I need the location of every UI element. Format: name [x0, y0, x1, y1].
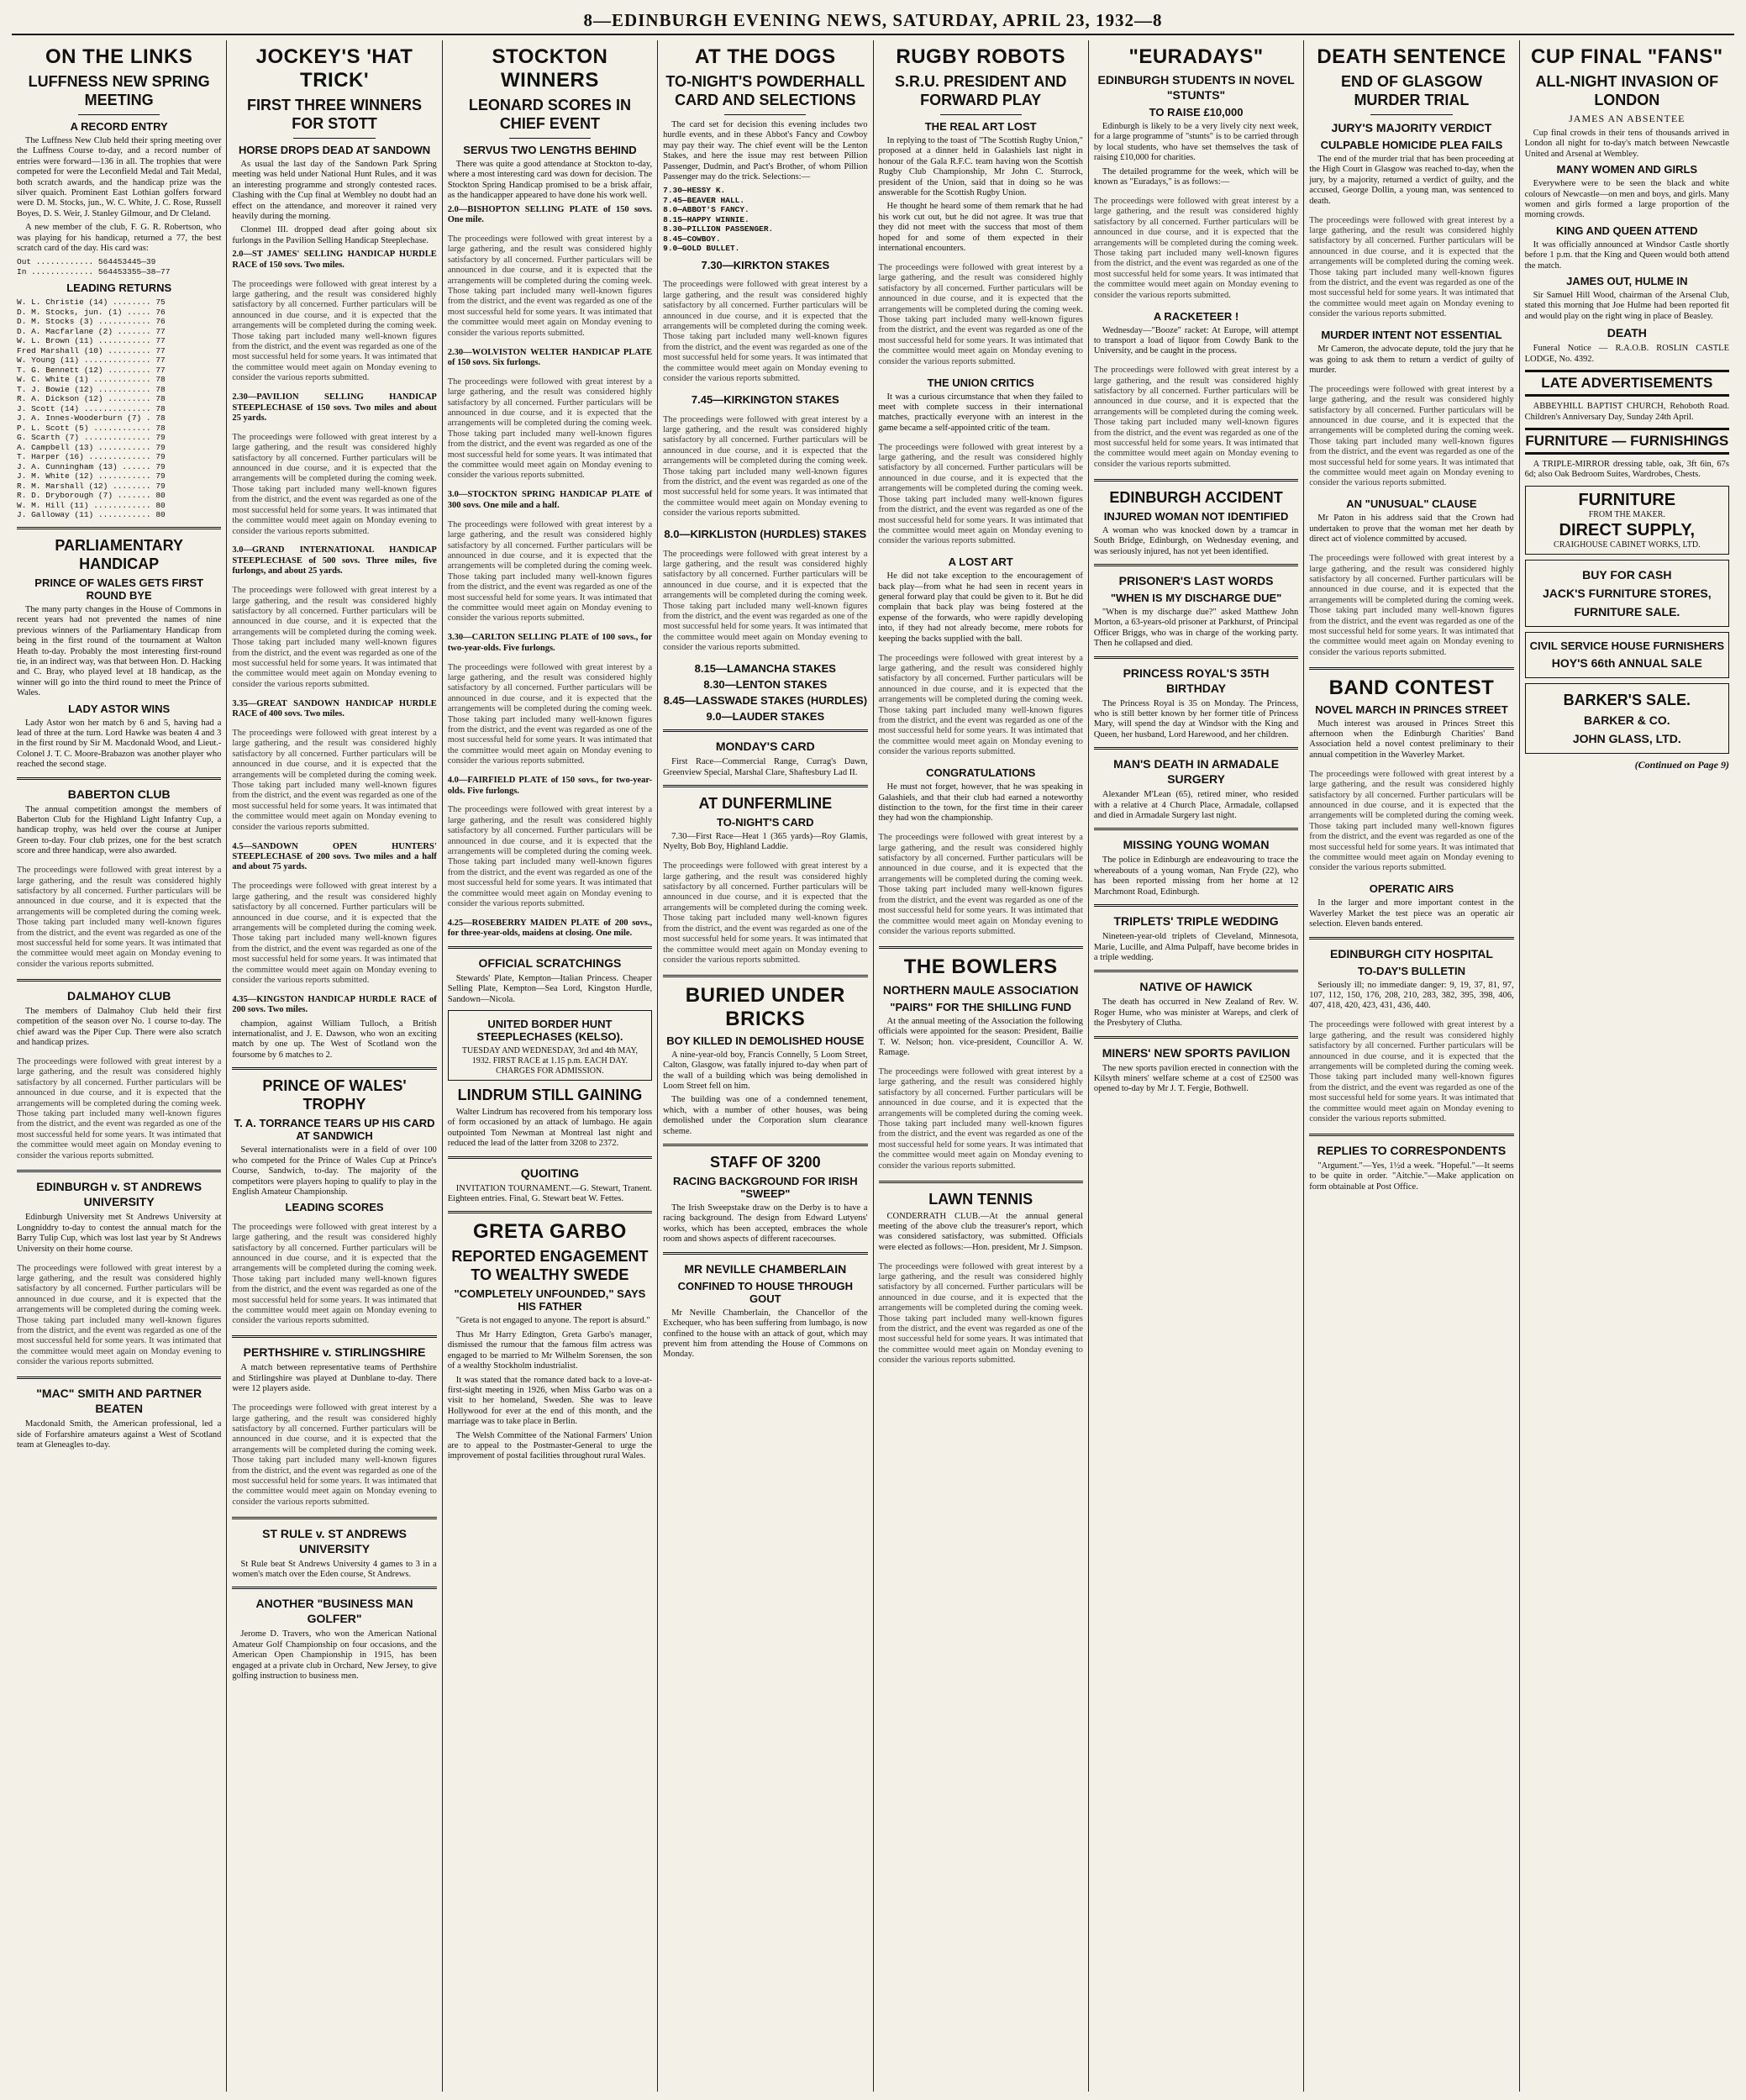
- divider: [448, 946, 652, 949]
- article-text: The proceedings were followed with great interest by a large gathering, and the result was considered highly satisfactory by all concerned. Further particulars will be announced in due course, and it is expected that the arrangements will be completed during the coming week. Those taking part included many well-known figures from the district, and the event was regarded as one of the most successful held for some years. It was intimated that the committee would meet again on Monday evening to consider the various reports submitted.: [1093, 366, 1299, 469]
- article-text: He did not take exception to the encouragement of back play—from what he had seen in recent years in general forward play that could be given to it. But he did complain that back play was being fostered at the expense of the forwards, who were rapidly developing into, if they had not already become, mere robots for keeping the backs supplied with the ball.: [878, 571, 1083, 644]
- article-text: A new member of the club, F. G. R. Robertson, who was playing for his handicap, returned a 77, the best scratch card of the day. His card was:: [17, 223, 222, 254]
- headline: ANOTHER "BUSINESS MAN GOLFER": [255, 1597, 413, 1626]
- divider: [448, 1156, 652, 1159]
- article-text: Seriously ill; no immediate danger: 9, 19, 37, 81, 97, 107, 112, 150, 176, 208, 210, 283, 382, 395, 398, 406, 407, 418, 420, 423, 431, 436, 440.: [1309, 980, 1514, 1011]
- subheadline: NORTHERN MAULE ASSOCIATION: [882, 982, 1079, 997]
- article-text: Sir Samuel Hill Wood, chairman of the Arsenal Club, stated this morning that Joe Hulme had been reported fit and would play on the right wing in place of Beasley.: [1524, 291, 1729, 321]
- divider: [1094, 904, 1298, 907]
- article-text: The proceedings were followed with great interest by a large gathering, and the result was considered highly satisfactory by all concerned. Further particulars will be announced in due course, and it is expected that the arrangements will be completed during the coming week. Those taking part included many well-known figures from the district, and the event was regarded as one of the most successful held for some years. It was intimated that the committee would meet again on Monday evening to consider the various reports submitted.: [878, 653, 1083, 757]
- section-heading: HORSE DROPS DEAD AT SANDOWN: [238, 144, 431, 156]
- section-heading: CONGRATULATIONS: [926, 766, 1036, 780]
- article-text: "When is my discharge due?" asked Matthew John Morton, a 63-years-old prisoner at Parkhurst, of Principal Officer Briggs, who was in charge of the working party. Then he collapsed and died.: [1093, 608, 1299, 649]
- subheadline: TO-NIGHT'S CARD: [717, 815, 814, 829]
- headline: NATIVE OF HAWICK: [1139, 980, 1253, 994]
- subheadline: INJURED WOMAN NOT IDENTIFIED: [1103, 509, 1289, 523]
- article-text: 7.30—First Race—Heat 1 (365 yards)—Roy Glamis, Nyelty, Bob Boy, Highland Laddie.: [663, 831, 868, 852]
- divider: [1094, 970, 1298, 972]
- article-text: INVITATION TOURNAMENT.—G. Stewart, Tranent. Eighteen entries. Final, G. Stewart beat W. Fettes.: [447, 1183, 653, 1204]
- race-heading: 8.45—LASSWADE STAKES (HURDLES): [663, 694, 868, 708]
- article-text: The proceedings were followed with great interest by a large gathering, and the result was considered highly satisfactory by all concerned. Further particulars will be announced in due course, and it is expected that the arrangements will be completed during the coming week. Those taking part included many well-known figures from the district, and the event was regarded as one of the most successful held for some years. It was intimated that the committee would meet again on Monday evening to consider the various reports submitted.: [1309, 215, 1514, 319]
- article-text: In the larger and more important contest in the Waverley Market the test piece was an operatic air selection. Eleven bands entered.: [1309, 898, 1514, 929]
- article-text: A woman who was knocked down by a tramcar in South Bridge, Edinburgh, on Wednesday evening, and was seriously injured, has not yet been identified.: [1093, 525, 1299, 556]
- article-text: A match between representative teams of Perthshire and Stirlingshire was played at Dunblane to-day. There were 12 players aside.: [232, 1363, 437, 1394]
- headline: STOCKTON WINNERS: [492, 45, 608, 92]
- subheadline: RACING BACKGROUND FOR IRISH "SWEEP": [673, 1175, 858, 1201]
- article-text: champion, against William Tulloch, a British internationalist, and J. E. Dawson, who won an exciting match by one up. The West of Scotland won the foursome by 6 matches to 2.: [232, 1018, 437, 1060]
- headline: GRETA GARBO: [473, 1220, 627, 1244]
- headline: OFFICIAL SCRATCHINGS: [478, 955, 622, 970]
- divider: [940, 114, 1022, 115]
- headline: DEATH SENTENCE: [1317, 45, 1507, 68]
- divider: [232, 1067, 436, 1070]
- article-text: The proceedings were followed with great interest by a large gathering, and the result was considered highly satisfactory by all concerned. Further particulars will be announced in due course, and it is expected that the arrangements will be completed during the coming week. Those taking part included many well-known figures from the district, and the event was regarded as one of the most successful held for some years. It was intimated that the committee would meet again on Monday evening to consider the various reports submitted.: [878, 833, 1083, 936]
- headline: "MAC" SMITH AND PARTNER BEATEN: [36, 1387, 202, 1416]
- subheadline: PRINCE OF WALES GETS FIRST ROUND BYE: [34, 576, 204, 602]
- column-6: [1089, 40, 1304, 2092]
- divider: [1094, 1036, 1298, 1039]
- article-text: A nine-year-old boy, Francis Connelly, 5 Loom Street, Calton, Glasgow, was fatally injured to-day when part of the wall of a building which was being demolished in Loom Street fell on him.: [663, 1050, 868, 1092]
- ad-text: CRAIGHOUSE CABINET WORKS, LTD.: [1554, 539, 1701, 550]
- article-text: The Princess Royal is 35 on Monday. The Princess, who is still better known by her former title of Princess Mary, will spend the day at Windsor with the King and Queen, her husband, Lord Harewood, and her children.: [1093, 698, 1299, 739]
- article-text: Edinburgh University met St Andrews University at Longniddry to-day to contest the annual match for the Barry Tulip Cup, which was lost last year by St Andrews University on their home course.: [17, 1213, 222, 1254]
- divider: [17, 1170, 221, 1172]
- subheadline: EDINBURGH STUDENTS IN NOVEL "STUNTS": [1097, 73, 1295, 102]
- article-text: The Irish Sweepstake draw on the Derby is to have a racing background. The design from Edward Lutyens' works, which has been accepted, embraces the whole room and shows aspects of different racecourses.: [663, 1203, 868, 1245]
- divider: [724, 114, 806, 115]
- column-3: [443, 40, 658, 2092]
- article-text: The proceedings were followed with great interest by a large gathering, and the result was considered highly satisfactory by all concerned. Further particulars will be announced in due course, and it is expected that the arrangements will be completed during the coming week. Those taking part included many well-known figures from the district, and the event was regarded as one of the most successful held for some years. It was intimated that the committee would meet again on Monday evening to consider the various reports submitted.: [447, 234, 653, 338]
- article-text: The proceedings were followed with great interest by a large gathering, and the result was considered highly satisfactory by all concerned. Further particulars will be announced in due course, and it is expected that the arrangements will be completed during the coming week. Those taking part included many well-known figures from the district, and the event was regarded as one of the most successful held for some years. It was intimated that the committee would meet again on Monday evening to consider the various reports submitted.: [232, 586, 437, 689]
- ad-heading: UNITED BORDER HUNT STEEPLECHASES (KELSO).: [476, 1018, 623, 1044]
- section-heading: LEADING RETURNS: [66, 282, 172, 295]
- divider: [663, 1252, 867, 1255]
- subheadline: CONFINED TO HOUSE THROUGH GOUT: [677, 1279, 854, 1305]
- ad-text: TUESDAY AND WEDNESDAY, 3rd and 4th MAY, 1932. FIRST RACE at 1.15 p.m. EACH DAY. CHARGES FOR ADMISSION.: [461, 1046, 638, 1076]
- section-heading: JAMES OUT, HULME IN: [1566, 275, 1688, 288]
- article-text: In replying to the toast of "The Scottish Rugby Union," proposed at a dinner held in Galashiels last night in honour of the Gala R.F.C. team having won the Scottish Rugby Club Championship, Mr John C. Sturrock, president of the Union, said that in doing so he was answerable for the Scottish Rugby Union.: [878, 136, 1083, 198]
- divider: [663, 1144, 867, 1146]
- race-heading: 8.15—LAMANCHA STAKES: [694, 662, 836, 676]
- article-text: Cup final crowds in their tens of thousands arrived in London all night for to-day's match between Newcastle United and Arsenal at Wembley.: [1524, 129, 1729, 159]
- article-text: The proceedings were followed with great interest by a large gathering, and the result was considered highly satisfactory by all concerned. Further particulars will be announced in due course, and it is expected that the arrangements will be completed during the coming week. Those taking part included many well-known figures from the district, and the event was regarded as one of the most successful held for some years. It was intimated that the committee would meet again on Monday evening to consider the various reports submitted.: [232, 279, 437, 383]
- article-text: Macdonald Smith, the American professional, led a side of Forfarshire amateurs against a West of Scotland team at Gleneagles to-day.: [17, 1419, 222, 1450]
- divider: [879, 1181, 1083, 1183]
- subheadline: ALL-NIGHT INVASION OF LONDON: [1535, 73, 1719, 108]
- article-text: Mr Cameron, the advocate depute, told the jury that he was going to ask them to return a verdict of guilty of murder.: [1309, 345, 1514, 375]
- advertisement-text: A TRIPLE-MIRROR dressing table, oak, 3ft 6in, 67s 6d; also Oak Bedroom Suites, Wardrobes, Chests.: [1524, 459, 1729, 480]
- headline: CUP FINAL "FANS": [1531, 45, 1723, 68]
- advertisement-box: [1525, 486, 1729, 555]
- article-text: Walter Lindrum has recovered from his temporary loss of form occasioned by an attack of lumbago. He again outpointed Tom Newman at Montreal last night and reduced the lead of the latter from 3208 to 2372.: [447, 1108, 653, 1149]
- article-text: "Greta is not engaged to anyone. The report is absurd.": [455, 1316, 650, 1326]
- article-text: Lady Astor won her match by 6 and 5, having had a lead of three at the turn. Lord Hawke was beaten 4 and 3 in the first round by Sir M. Macdonald Wood, and Lieut.-Colonel J. T. C. Moore-Brabazon was another player who reached the second stage.: [17, 718, 222, 770]
- score-card: Out ............ 564453445—39 In ............. 564453355—38—77: [17, 257, 171, 276]
- article-text: The proceedings were followed with great interest by a large gathering, and the result was considered highly satisfactory by all concerned. Further particulars will be announced in due course, and it is expected that the arrangements will be completed during the coming week. Those taking part included many well-known figures from the district, and the event was regarded as one of the most successful held for some years. It was intimated that the committee would meet again on Monday evening to consider the various reports submitted.: [878, 1066, 1083, 1171]
- article-text: The proceedings were followed with great interest by a large gathering, and the result was considered highly satisfactory by all concerned. Further particulars will be announced in due course, and it is expected that the arrangements will be completed during the coming week. Those taking part included many well-known figures from the district, and the event was regarded as one of the most successful held for some years. It was intimated that the committee would meet again on Monday evening to consider the various reports submitted.: [232, 882, 437, 985]
- article-text: The detailed programme for the week, which will be known as "Euradays," is as follows:—: [1093, 166, 1299, 187]
- headline: MISSING YOUNG WOMAN: [1123, 838, 1270, 852]
- headline: EDINBURGH v. ST ANDREWS UNIVERSITY: [36, 1180, 202, 1209]
- death-heading: DEATH: [1607, 326, 1647, 340]
- subheadline: JURY'S MAJORITY VERDICT: [1331, 121, 1492, 134]
- article-text: At the annual meeting of the Association the following officials were appointed for the season: President, Bailie T. W. Nelson; hon. vice-president, Councillor A. W. Ramage.: [878, 1016, 1083, 1058]
- selections-list: 7.30—HESSY K. 7.45—BEAVER HALL. 8.0—ABBOT'S FANCY. 8.15—HAPPY WINNIE. 8.30—PILLION PASSENGER. 8.45—COWBOY. 9.0—GOLD BULLET.: [663, 186, 774, 254]
- article-text: The Luffness New Club held their spring meeting over the Luffness Course to-day, and a record number of entries were forward—136 in all. The trophies that were competed for were the Leconfield Medal and Tait Medal, both scratch awards, and the handicap prize was the silver quaich. Prominent East Lothian golfers forward were D. M. Stocks, jun., W. C. White, J. C. Rose, Russell Boyes, D. S. Weir, J. Stanley Gilmour, and Dr Cleland.: [17, 136, 222, 218]
- headline: TRIPLETS' TRIPLE WEDDING: [1113, 914, 1279, 929]
- article-text: St Rule beat St Andrews University 4 games to 3 in a women's match over the Eden course, St Andrews.: [232, 1559, 437, 1580]
- race-result: 3.35—GREAT SANDOWN HANDICAP HURDLE RACE of 400 sovs. Two miles.: [232, 698, 437, 719]
- article-text: The proceedings were followed with great interest by a large gathering, and the result was considered highly satisfactory by all concerned. Further particulars will be announced in due course, and it is expected that the arrangements will be completed during the coming week. Those taking part included many well-known figures from the district, and the event was regarded as one of the most successful held for some years. It was intimated that the committee would meet again on Monday evening to consider the various reports submitted.: [447, 519, 653, 624]
- headline: PERTHSHIRE v. STIRLINGSHIRE: [243, 1345, 426, 1360]
- columns: [12, 40, 1734, 2092]
- divider: [509, 138, 591, 139]
- article-text: The proceedings were followed with great interest by a large gathering, and the result was considered highly satisfactory by all concerned. Further particulars will be announced in due course, and it is expected that the arrangements will be completed during the coming week. Those taking part included many well-known figures from the district, and the event was regarded as one of the most successful held for some years. It was intimated that the committee would meet again on Monday evening to consider the various reports submitted.: [447, 805, 653, 909]
- article-text: Much interest was aroused in Princes Street this afternoon when the Edinburgh Charities' Band Association held a novel contest preliminary to their annual competition in the Waverley Market.: [1309, 718, 1514, 760]
- article-text: The proceedings were followed with great interest by a large gathering, and the result was considered highly satisfactory by all concerned. Further particulars will be announced in due course, and it is expected that the arrangements will be completed during the coming week. Those taking part included many well-known figures from the district, and the event was regarded as one of the most successful held for some years. It was intimated that the committee would meet again on Monday evening to consider the various reports submitted.: [1309, 769, 1514, 873]
- headline: BURIED UNDER BRICKS: [685, 983, 845, 1030]
- divider: [663, 729, 867, 732]
- article-text: The new sports pavilion erected in connection with the Kilsyth miners' welfare scheme at a cost of £2500 was opened to-day by Mr J. T. Fergie, Bothwell.: [1093, 1063, 1299, 1094]
- article-text: As usual the last day of the Sandown Park Spring meeting was held under National Hunt Rules, and it was an interesting programme and strongly contested races. Clashing with the Cup final at Wembley no doubt had an effect on the attendance, and moreover it rained very heavily during the morning.: [232, 160, 437, 222]
- headline: MAN'S DEATH IN ARMADALE SURGERY: [1113, 757, 1280, 787]
- article-text: The proceedings were followed with great interest by a large gathering, and the result was considered highly satisfactory by all concerned. Further particulars will be announced in due course, and it is expected that the arrangements will be completed during the coming week. Those taking part included many well-known figures from the district, and the event was regarded as one of the most successful held for some years. It was intimated that the committee would meet again on Monday evening to consider the various reports submitted.: [447, 662, 653, 766]
- divider: [1094, 747, 1298, 750]
- ad-title: FURNITURE SALE.: [1574, 604, 1680, 618]
- article-text: The annual competition amongst the members of Baberton Club for the Highland Light Infantry Cup, a handicap trophy, was held over the course at Juniper Green to-day. Four club prizes, one for the best scratch score and three handicap, were also awarded.: [17, 804, 222, 856]
- article-text: Nineteen-year-old triplets of Cleveland, Minnesota, Marie, Lucille, and Alma Pulpaff, have become brides in a triple wedding.: [1093, 932, 1299, 962]
- article-text: The proceedings were followed with great interest by a large gathering, and the result was considered highly satisfactory by all concerned. Further particulars will be announced in due course, and it is expected that the arrangements will be completed during the coming week. Those taking part included many well-known figures from the district, and the event was regarded as one of the most successful held for some years. It was intimated that the committee would meet again on Monday evening to consider the various reports submitted.: [17, 1056, 222, 1161]
- divider: [1094, 828, 1298, 830]
- subheadline: CULPABLE HOMICIDE PLEA FAILS: [1320, 139, 1503, 151]
- advertisement-box: [1525, 632, 1729, 678]
- article-text: The proceedings were followed with great interest by a large gathering, and the result was considered highly satisfactory by all concerned. Further particulars will be announced in due course, and it is expected that the arrangements will be completed during the coming week. Those taking part included many well-known figures from the district, and the event was regarded as one of the most successful held for some years. It was intimated that the committee would meet again on Monday evening to consider the various reports submitted.: [17, 866, 222, 969]
- article-text: The many party changes in the House of Commons in recent years had not prevented the names of nine previous winners of the Parliamentary Handicap from being in the first round of the tournament at Walton Heath to-day. Probably the most interesting first-round tie, in an indirect way, was that between Hon. D. Hacking and C. Bray, who played level at 18 handicap, as the winner will go into the third round to meet the Prince of Wales.: [17, 604, 222, 698]
- article-text: The proceedings were followed with great interest by a large gathering, and the result was considered highly satisfactory by all concerned. Further particulars will be announced in due course, and it is expected that the arrangements will be completed during the coming week. Those taking part included many well-known figures from the district, and the event was regarded as one of the most successful held for some years. It was intimated that the committee would meet again on Monday evening to consider the various reports submitted.: [878, 442, 1083, 546]
- masthead: 8—EDINBURGH EVENING NEWS, SATURDAY, APRIL 23, 1932—8: [12, 8, 1734, 35]
- section-heading: LEADING SCORES: [285, 1201, 384, 1214]
- section-heading: THE REAL ART LOST: [924, 120, 1037, 133]
- article-text: Stewards' Plate, Kempton—Italian Princess. Cheaper Selling Plate, Kempton—Sea Lord, Kingston Hurdle, Sandown—Nicola.: [447, 973, 653, 1004]
- ad-title: BUY FOR CASH: [1582, 567, 1672, 582]
- article-text: It was stated that the romance dated back to a love-at-first-sight meeting in 1926, when Miss Garbo was on a visit to her homeland, Sweden. She was to leave Hollywood for ever at the end of this month, and the marriage was to take place in Berlin.: [447, 1375, 653, 1427]
- article-text: CONDERRATH CLUB.—At the annual general meeting of the above club the treasurer's report, which was considered satisfactory, was submitted. Officials were elected as follows:—Hon. president, Mr J. Simpson.: [878, 1211, 1083, 1252]
- divider: [1309, 1134, 1513, 1136]
- headline: "EURADAYS": [1128, 45, 1264, 68]
- article-text: It was officially announced at Windsor Castle shortly before 1 p.m. that the King and Queen would both attend the match.: [1524, 239, 1729, 271]
- advertisement-box: [448, 1010, 652, 1081]
- article-text: The proceedings were followed with great interest by a large gathering, and the result was considered highly satisfactory by all concerned. Further particulars will be announced in due course, and it is expected that the arrangements will be completed during the coming week. Those taking part included many well-known figures from the district, and the event was regarded as one of the most successful held for some years. It was intimated that the committee would meet again on Monday evening to consider the various reports submitted.: [232, 1222, 437, 1326]
- article-text: First Race—Commercial Range, Currag's Dawn, Greenview Special, Marshal Clare, Shaftesbury Lad II.: [663, 757, 868, 777]
- article-text: Several internationalists were in a field of over 100 who competed for the Prince of Wales Cup at Prince's Course, Sandwich, to-day. The majority of the competitors were players hoping to qualify to play in the English Amateur Championship.: [232, 1145, 437, 1197]
- divider: [1094, 564, 1298, 566]
- article-text: He must not forget, however, that he was speaking in Galashiels, and that their club had earned a noteworthy distinction to the town, for the first time in their career they had won the championship.: [878, 782, 1083, 824]
- ad-title: HOY'S 66th ANNUAL SALE: [1551, 655, 1702, 670]
- headline: DALMAHOY CLUB: [66, 988, 171, 1003]
- ad-text: FROM THE MAKER.: [1588, 509, 1665, 519]
- headline: ST RULE v. ST ANDREWS UNIVERSITY: [262, 1526, 408, 1555]
- divider: [17, 527, 221, 529]
- subheadline: TO-NIGHT'S POWDERHALL CARD AND SELECTIONS: [665, 73, 865, 108]
- column-2: [227, 40, 442, 2092]
- headline: JOCKEY'S 'HAT TRICK': [255, 45, 413, 92]
- subheadline: REPORTED ENGAGEMENT TO WEALTHY SWEDE: [451, 1248, 649, 1284]
- advertisement-box: [1525, 560, 1729, 627]
- headline: AT THE DOGS: [694, 45, 836, 68]
- late-advertisements-heading: LATE ADVERTISEMENTS: [1525, 370, 1729, 397]
- race-heading: 8.30—LENTON STAKES: [703, 678, 828, 692]
- race-result: 2.30—PAVILION SELLING HANDICAP STEEPLECHASE of 150 sovs. Two miles and about 25 yards.: [232, 392, 437, 423]
- race-result: 3.0—STOCKTON SPRING HANDICAP PLATE of 300 sovs. One mile and a half.: [447, 490, 653, 510]
- article-text: The proceedings were followed with great interest by a large gathering, and the result was considered highly satisfactory by all concerned. Further particulars will be announced in due course, and it is expected that the arrangements will be completed during the coming week. Those taking part included many well-known figures from the district, and the event was regarded as one of the most successful held for some years. It was intimated that the committee would meet again on Monday evening to consider the various reports submitted.: [878, 1261, 1083, 1366]
- divider: [1094, 656, 1298, 659]
- article-text: The proceedings were followed with great interest by a large gathering, and the result was considered highly satisfactory by all concerned. Further particulars will be announced in due course, and it is expected that the arrangements will be completed during the coming week. Those taking part included many well-known figures from the district, and the event was regarded as one of the most successful held for some years. It was intimated that the committee would meet again on Monday evening to consider the various reports submitted.: [663, 861, 868, 965]
- headline: PRISONER'S LAST WORDS: [1118, 574, 1274, 587]
- article-text: It was a curious circumstance that when they failed to meet with complete success in their international matches, practically everyone with an interest in the game became a self-appointed critic of the team.: [878, 392, 1083, 433]
- article-text: Alexander M'Lean (65), retired miner, who resided with a relative at 4 Church Place, Armadale, collapsed and died in Armadale Surgery last night.: [1093, 790, 1299, 821]
- headline: STAFF OF 3200: [709, 1154, 821, 1171]
- subheadline: "COMPLETELY UNFOUNDED," SAYS HIS FATHER: [454, 1287, 646, 1313]
- divider: [17, 1376, 221, 1379]
- section-heading: KING AND QUEEN ATTEND: [1556, 224, 1698, 237]
- column-7: [1304, 40, 1519, 2092]
- divider: [232, 1335, 436, 1338]
- article-text: The proceedings were followed with great interest by a large gathering, and the result was considered highly satisfactory by all concerned. Further particulars will be announced in due course, and it is expected that the arrangements will be completed during the coming week. Those taking part included many well-known figures from the district, and the event was regarded as one of the most successful held for some years. It was intimated that the committee would meet again on Monday evening to consider the various reports submitted.: [1309, 554, 1514, 657]
- divider: [232, 1517, 436, 1519]
- article-text: The proceedings were followed with great interest by a large gathering, and the result was considered highly satisfactory by all concerned. Further particulars will be announced in due course, and it is expected that the arrangements will be completed during the coming week. Those taking part included many well-known figures from the district, and the event was regarded as one of the most successful held for some years. It was intimated that the committee would meet again on Monday evening to consider the various reports submitted.: [663, 414, 868, 518]
- headline: MINERS' NEW SPORTS PAVILION: [1102, 1045, 1291, 1060]
- article-text: The members of Dalmahoy Club held their first competition of the season over No. 1 course to-day. The chief award was the Piper Cup. There were also scratch and handicap prizes.: [17, 1006, 222, 1047]
- race-result: 3.30—CARLTON SELLING PLATE of 100 sovs., for two-year-olds. Five furlongs.: [447, 633, 653, 653]
- race-heading: 9.0—LAUDER STAKES: [706, 710, 825, 724]
- continued-note: (Continued on Page 9): [1634, 758, 1729, 771]
- headline: LINDRUM STILL GAINING: [457, 1087, 643, 1104]
- subheadline: NOVEL MARCH IN PRINCES STREET: [1315, 703, 1508, 716]
- headline: MR NEVILLE CHAMBERLAIN: [684, 1261, 847, 1276]
- divider: [1309, 667, 1513, 670]
- article-text: He thought he heard some of them remark that he had his work cut out, but he did not agree. It was true that they did not meet with the success that most of them hoped for and some of them expected in their international encounters.: [878, 202, 1083, 254]
- article-text: Everywhere were to be seen the black and white colours of Newcastle—on men and boys, and girls. Many women and girls formed a large proportion of the morning crowds.: [1524, 179, 1729, 220]
- article-text: Mr Neville Chamberlain, the Chancellor of the Exchequer, who has been suffering from lumbago, is now confined to the house with an attack of gout, which may prevent him from attending the House of Commons on Monday.: [663, 1308, 868, 1360]
- article-text: The proceedings were followed with great interest by a large gathering, and the result was considered highly satisfactory by all concerned. Further particulars will be announced in due course, and it is expected that the arrangements will be completed during the coming week. Those taking part included many well-known figures from the district, and the event was regarded as one of the most successful held for some years. It was intimated that the committee would meet again on Monday evening to consider the various reports submitted.: [1309, 1020, 1514, 1124]
- headline: QUOITING: [520, 1166, 580, 1180]
- divider: [17, 979, 221, 982]
- furniture-heading: FURNITURE — FURNISHINGS: [1525, 428, 1729, 455]
- subheadline: LEONARD SCORES IN CHIEF EVENT: [468, 97, 631, 132]
- ad-title: JOHN GLASS, LTD.: [1572, 731, 1681, 745]
- column-5: [874, 40, 1089, 2092]
- section-heading: AN "UNUSUAL" CLAUSE: [1346, 497, 1477, 511]
- headline: AT DUNFERMLINE: [698, 794, 833, 812]
- subheadline: FIRST THREE WINNERS FOR STOTT: [247, 97, 423, 132]
- headline: BAND CONTEST: [1328, 676, 1495, 699]
- column-1: [12, 40, 227, 2092]
- article-text: The proceedings were followed with great interest by a large gathering, and the result was considered highly satisfactory by all concerned. Further particulars will be announced in due course, and it is expected that the arrangements will be completed during the coming week. Those taking part included many well-known figures from the district, and the event was regarded as one of the most successful held for some years. It was intimated that the committee would meet again on Monday evening to consider the various reports submitted.: [663, 280, 868, 384]
- divider: [293, 138, 375, 139]
- headline: ON THE LINKS: [45, 45, 193, 68]
- ad-title: FURNITURE: [1578, 490, 1676, 509]
- race-heading: 7.30—KIRKTON STAKES: [701, 258, 830, 271]
- column-4: [658, 40, 873, 2092]
- subheadline: END OF GLASGOW MURDER TRIAL: [1340, 73, 1482, 108]
- article-text: The proceedings were followed with great interest by a large gathering, and the result was considered highly satisfactory by all concerned. Further particulars will be announced in due course, and it is expected that the arrangements will be completed during the coming week. Those taking part included many well-known figures from the district, and the event was regarded as one of the most successful held for some years. It was intimated that the committee would meet again on Monday evening to consider the various reports submitted.: [663, 549, 868, 653]
- advertisement-box: [1525, 683, 1729, 754]
- subheadline: TO RAISE £10,000: [1149, 106, 1244, 118]
- article-text: The proceedings were followed with great interest by a large gathering, and the result was considered highly satisfactory by all concerned. Further particulars will be announced in due course, and it is expected that the arrangements will be completed during the coming week. Those taking part included many well-known figures from the district, and the event was regarded as one of the most successful held for some years. It was intimated that the committee would meet again on Monday evening to consider the various reports submitted.: [878, 262, 1083, 366]
- results-table: W. L. Christie (14) ........ 75 D. M. Stocks, jun. (1) ..... 76 D. M. Stocks (3) ........... 76 D. A. Macfarlane (2) ....... 77 W. L. Brown (11) ........... 77 Fred Marshall (10) ......... 77 W. Young (11) .............. 77 T. G. Bennett (12) ......... 77 W. C. White (1) ............ 78 T. J. Bowie (12) ........... 78 R. A. Dickson (12) ......... 78 J. Scott (14) .............. 78 J. A. Innes-Wooderburn (7) . 78 P. L. Scott (5) ............ 78 G. Scarth (7) .............. 79 A. Campbell (13) ........... 79 T. Harper (16) ............. 79 J. A. Cunningham (13) ...... 79 J. M. White (12) ........... 79 R. M. Marshall (12) ........ 79 R. D. Dryborough (7) ....... 80 W. M. Hill (11) ............ 80 J. Galloway (11) ........... 80: [17, 297, 166, 520]
- headline: MONDAY'S CARD: [715, 739, 815, 754]
- article-text: Wednesday—"Booze" racket: At Europe, will attempt to transport a load of liquor from Cowdy Bank to the University, and be caught in the process.: [1093, 325, 1299, 356]
- headline: EDINBURGH CITY HOSPITAL: [1329, 946, 1493, 961]
- divider: [663, 975, 867, 977]
- headline: THE BOWLERS: [903, 955, 1058, 978]
- death-notice: Funeral Notice — R.A.O.B. ROSLIN CASTLE LODGE, No. 4392.: [1524, 344, 1729, 364]
- article-text: The proceedings were followed with great interest by a large gathering, and the result was considered highly satisfactory by all concerned. Further particulars will be announced in due course, and it is expected that the arrangements will be completed during the coming week. Those taking part included many well-known figures from the district, and the event was regarded as one of the most successful held for some years. It was intimated that the committee would meet again on Monday evening to consider the various reports submitted.: [1093, 196, 1299, 300]
- divider: [1309, 937, 1513, 939]
- article-text: The card set for decision this evening includes two hurdle events, and in these Abbot's Fancy and Cowboy may pay their way. The chief event will be the Lenton Stakes, and here the issue may rest between Pillion Passenger, Dudmin, and Pact's Brother, of whom Pillion Passenger may do the trick. Selections:—: [663, 120, 868, 182]
- headline: PARLIAMENTARY HANDICAP: [55, 536, 184, 572]
- article-text: There was quite a good attendance at Stockton to-day, where a most interesting card was down for decision. The Stockton Spring Handicap promised to be a brisk affair, as the handicapper appeared to have done his work well.: [447, 160, 653, 201]
- ad-title: BARKER & CO.: [1583, 713, 1670, 727]
- article-text: The proceedings were followed with great interest by a large gathering, and the result was considered highly satisfactory by all concerned. Further particulars will be announced in due course, and it is expected that the arrangements will be completed during the coming week. Those taking part included many well-known figures from the district, and the event was regarded as one of the most successful held for some years. It was intimated that the committee would meet again on Monday evening to consider the various reports submitted.: [232, 432, 437, 536]
- race-heading: 8.0—KIRKLISTON (HURDLES) STAKES: [664, 528, 867, 541]
- race-result: 4.0—FAIRFIELD PLATE of 150 sovs., for two-year-olds. Five furlongs.: [447, 776, 653, 796]
- article-text: The proceedings were followed with great interest by a large gathering, and the result was considered highly satisfactory by all concerned. Further particulars will be announced in due course, and it is expected that the arrangements will be completed during the coming week. Those taking part included many well-known figures from the district, and the event was regarded as one of the most successful held for some years. It was intimated that the committee would meet again on Monday evening to consider the various reports submitted.: [447, 376, 653, 481]
- article-text: The end of the murder trial that has been proceeding at the High Court in Glasgow was reached to-day, when the jury, by a majority, returned a verdict of guilty, and the accused, George Dollin, a young man, was sentenced to death.: [1309, 155, 1514, 206]
- subheadline: S.R.U. PRESIDENT AND FORWARD PLAY: [895, 73, 1067, 108]
- race-result: 4.25—ROSEBERRY MAIDEN PLATE of 200 sovs., for three-year-olds, maidens at closing. One mile.: [447, 918, 653, 939]
- article-text: The proceedings were followed with great interest by a large gathering, and the result was considered highly satisfactory by all concerned. Further particulars will be announced in due course, and it is expected that the arrangements will be completed during the coming week. Those taking part included many well-known figures from the district, and the event was regarded as one of the most successful held for some years. It was intimated that the committee would meet again on Monday evening to consider the various reports submitted.: [232, 729, 437, 832]
- subheadline: "WHEN IS MY DISCHARGE DUE": [1110, 592, 1282, 604]
- subheadline: LUFFNESS NEW SPRING MEETING: [28, 73, 210, 108]
- headline: LAWN TENNIS: [928, 1190, 1033, 1208]
- advertisement-text: ABBEYHILL BAPTIST CHURCH, Rehoboth Road. Children's Anniversary Day, Sunday 24th April.: [1524, 402, 1729, 422]
- article-text: The proceedings were followed with great interest by a large gathering, and the result was considered highly satisfactory by all concerned. Further particulars will be announced in due course, and it is expected that the arrangements will be completed during the coming week. Those taking part included many well-known figures from the district, and the event was regarded as one of the most successful held for some years. It was intimated that the committee would meet again on Monday evening to consider the various reports submitted.: [1309, 384, 1514, 488]
- ad-title: BARKER'S SALE.: [1563, 691, 1691, 708]
- subheadline: T. A. TORRANCE TEARS UP HIS CARD AT SANDWICH: [234, 1117, 435, 1143]
- headline: EDINBURGH ACCIDENT: [1109, 488, 1283, 506]
- divider: [1094, 479, 1298, 482]
- headline: RUGBY ROBOTS: [896, 45, 1065, 68]
- article-text: The proceedings were followed with great interest by a large gathering, and the result was considered highly satisfactory by all concerned. Further particulars will be announced in due course, and it is expected that the arrangements will be completed during the coming week. Those taking part included many well-known figures from the district, and the event was regarded as one of the most successful held for some years. It was intimated that the committee would meet again on Monday evening to consider the various reports submitted.: [232, 1403, 437, 1507]
- headline: REPLIES TO CORRESPONDENTS: [1317, 1143, 1507, 1157]
- headline: PRINCESS ROYAL'S 35TH BIRTHDAY: [1123, 666, 1270, 695]
- section-heading: MANY WOMEN AND GIRLS: [1556, 163, 1698, 176]
- article-text: The Welsh Committee of the National Farmers' Union are to appeal to the Postmaster-General to urge the improvement of postal facilities throughout rural Wales.: [447, 1430, 653, 1461]
- article-text: Jerome D. Travers, who won the American National Amateur Golf Championship on four occasions, and the American Open Championship in 1915, has been engaged at a private club in Orchard, New Jersey, to give golfing instruction to business men.: [232, 1629, 437, 1682]
- divider: [78, 114, 160, 115]
- divider: [17, 777, 221, 780]
- article-text: Thus Mr Harry Edington, Greta Garbo's manager, dismissed the rumour that the famous film actress was engaged to be married to Mr Wilhelm Sorensen, the son of a wealthy Stockholm industrialist.: [447, 1329, 653, 1371]
- subheadline: BOY KILLED IN DEMOLISHED HOUSE: [666, 1034, 865, 1047]
- article-text: Mr Paton in his address said that the Crown had undertaken to prove that the woman met her death by direct act of violence committed by accused.: [1309, 513, 1514, 545]
- article-text: The police in Edinburgh are endeavouring to trace the whereabouts of a young woman, Nan Fryde (22), who has been reported missing from her home at 12 Marchmont Road, Edinburgh.: [1093, 855, 1299, 897]
- race-result: 4.35—KINGSTON HANDICAP HURDLE RACE of 200 sovs. Two miles.: [232, 994, 437, 1015]
- ad-title: CIVIL SERVICE HOUSE FURNISHERS: [1529, 639, 1725, 652]
- section-heading: LADY ASTOR WINS: [68, 702, 171, 715]
- section-heading: OPERATIC AIRS: [1369, 882, 1454, 896]
- divider: [232, 1587, 436, 1589]
- race-result: 3.0—GRAND INTERNATIONAL HANDICAP STEEPLECHASE of 500 sovs. Three miles, five furlongs, and about 25 yards.: [232, 545, 437, 576]
- section-heading: A RECORD ENTRY: [70, 120, 168, 133]
- article-text: "Argument."—Yes, 1½d a week. "Hopeful."—It seems to be quite in order. "Aitchie."—Make application on form obtainable at Post Office.: [1309, 1161, 1514, 1192]
- divider: [1370, 114, 1452, 115]
- race-result: 2.0—BISHOPTON SELLING PLATE of 150 sovs. One mile.: [447, 204, 653, 225]
- article-text: The death has occurred in New Zealand of Rev. W. Roger Hume, who was minister at Wareps, and clerk of the Presbytery of Clutha.: [1093, 997, 1299, 1029]
- divider: [663, 785, 867, 787]
- ad-title: JACK'S FURNITURE STORES,: [1542, 586, 1712, 600]
- article-text: Clonmel III. dropped dead after going about six furlongs in the Pavilion Selling Handicap Steeplechase.: [232, 225, 437, 245]
- race-result: 2.30—WOLVISTON WELTER HANDICAP PLATE of 150 sovs. Six furlongs.: [447, 347, 653, 367]
- section-heading: THE UNION CRITICS: [927, 376, 1034, 389]
- article-text: The proceedings were followed with great interest by a large gathering, and the result was considered highly satisfactory by all concerned. Further particulars will be announced in due course, and it is expected that the arrangements will be completed during the coming week. Those taking part included many well-known figures from the district, and the event was regarded as one of the most successful held for some years. It was intimated that the committee would meet again on Monday evening to consider the various reports submitted.: [17, 1263, 222, 1367]
- race-result: 4.5—SANDOWN OPEN HUNTERS' STEEPLECHASE of 200 sovs. Two miles and a half and about 75 yards.: [232, 841, 437, 872]
- headline: BABERTON CLUB: [67, 787, 171, 801]
- subheadline: TO-DAY'S BULLETIN: [1357, 964, 1465, 977]
- byline: JAMES AN ABSENTEE: [1569, 113, 1686, 124]
- divider: [879, 946, 1083, 949]
- race-heading: 7.45—KIRKINGTON STAKES: [691, 393, 839, 406]
- column-8: [1520, 40, 1734, 2092]
- article-text: The building was one of a condemned tenement, which, with a number of other houses, was being demolished under the Corporation slum clearance scheme.: [663, 1095, 868, 1136]
- section-heading: MURDER INTENT NOT ESSENTIAL: [1321, 329, 1502, 342]
- headline: PRINCE OF WALES' TROPHY: [262, 1077, 407, 1113]
- section-heading: SERVUS TWO LENGTHS BEHIND: [463, 144, 637, 156]
- race-result: 2.0—ST JAMES' SELLING HANDICAP HURDLE RACE of 150 sovs. Two miles.: [232, 250, 437, 270]
- subheadline: "PAIRS" FOR THE SHILLING FUND: [890, 1000, 1072, 1013]
- divider: [448, 1211, 652, 1213]
- article-text: Edinburgh is likely to be a very lively city next week, for a large programme of "stunts" is to be carried through by local students, who have set themselves the task of raising £10,000 for charities.: [1093, 122, 1299, 163]
- ad-title: DIRECT SUPPLY,: [1559, 520, 1696, 539]
- section-heading: A LOST ART: [948, 555, 1013, 569]
- section-heading: A RACKETEER !: [1153, 309, 1239, 323]
